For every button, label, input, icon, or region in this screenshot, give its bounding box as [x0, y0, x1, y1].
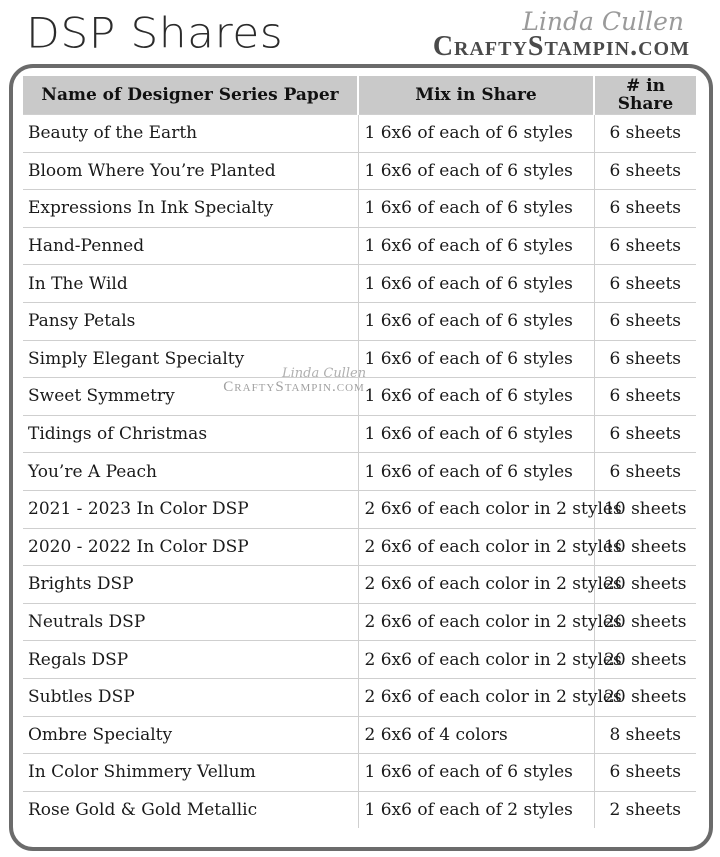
table-row	[23, 115, 696, 153]
cell-mix: 2 6x6 of each color in 2 styles	[358, 566, 594, 604]
watermark-script: Linda Cullen	[282, 366, 367, 381]
brand-site: CraftyStampin.com	[432, 31, 690, 62]
cell-sheets: 20 sheets	[594, 678, 696, 716]
cell-sheets: 6 sheets	[594, 152, 696, 190]
cell-mix: 1 6x6 of each of 2 styles	[358, 791, 594, 828]
cell-mix: 2 6x6 of each color in 2 styles	[358, 603, 594, 641]
cell-sheets: 6 sheets	[594, 340, 696, 378]
cell-sheets: 6 sheets	[594, 302, 696, 340]
brand-script: Linda Cullen	[522, 7, 684, 36]
cell-sheets: 10 sheets	[594, 528, 696, 566]
cell-mix: 1 6x6 of each of 6 styles	[358, 115, 594, 153]
watermark-site: CraftyStampin.com	[223, 379, 365, 395]
cell-sheets: 6 sheets	[594, 227, 696, 265]
table-row	[23, 678, 696, 716]
cell-mix: 1 6x6 of each of 6 styles	[358, 340, 594, 378]
cell-sheets: 6 sheets	[594, 115, 696, 153]
cell-name: You’re A Peach	[23, 453, 358, 491]
table-row	[23, 227, 696, 265]
cell-name: Tidings of Christmas	[23, 415, 358, 453]
table-row	[23, 566, 696, 604]
cell-name: In The Wild	[23, 265, 358, 303]
cell-mix: 2 6x6 of each color in 2 styles	[358, 641, 594, 679]
table-row	[23, 754, 696, 792]
cell-name: Bloom Where You’re Planted	[23, 152, 358, 190]
table-row	[23, 603, 696, 641]
table-row	[23, 490, 696, 528]
cell-name: Brights DSP	[23, 566, 358, 604]
cell-name: Subtles DSP	[23, 678, 358, 716]
cell-name: 2021 - 2023 In Color DSP	[23, 490, 358, 528]
cell-name: Ombre Specialty	[23, 716, 358, 754]
cell-name: Regals DSP	[23, 641, 358, 679]
cell-name: Sweet Symmetry	[23, 378, 358, 416]
cell-name: Pansy Petals	[23, 302, 358, 340]
cell-name: 2020 - 2022 In Color DSP	[23, 528, 358, 566]
page-title: DSP Shares	[26, 9, 284, 58]
cell-sheets: 6 sheets	[594, 754, 696, 792]
cell-name: Beauty of the Earth	[23, 115, 358, 153]
cell-mix: 1 6x6 of each of 6 styles	[358, 227, 594, 265]
cell-name: Rose Gold & Gold Metallic	[23, 791, 358, 828]
cell-mix: 1 6x6 of each of 6 styles	[358, 754, 594, 792]
column-header-name: Name of Designer Series Paper	[23, 76, 358, 115]
cell-sheets: 6 sheets	[594, 415, 696, 453]
cell-mix: 2 6x6 of each color in 2 styles	[358, 528, 594, 566]
table-row	[23, 716, 696, 754]
cell-name: Hand-Penned	[23, 227, 358, 265]
cell-mix: 2 6x6 of each color in 2 styles	[358, 490, 594, 528]
cell-name: Simply Elegant Specialty	[23, 340, 358, 378]
cell-mix: 1 6x6 of each of 6 styles	[358, 302, 594, 340]
cell-mix: 1 6x6 of each of 6 styles	[358, 453, 594, 491]
table-row	[23, 378, 696, 416]
cell-mix: 2 6x6 of 4 colors	[358, 716, 594, 754]
cell-sheets: 6 sheets	[594, 265, 696, 303]
table-row	[23, 415, 696, 453]
cell-mix: 1 6x6 of each of 6 styles	[358, 415, 594, 453]
table-row	[23, 190, 696, 228]
table-row	[23, 528, 696, 566]
table-row	[23, 265, 696, 303]
column-header-count: # in Share	[594, 76, 696, 115]
table-row	[23, 641, 696, 679]
cell-mix: 1 6x6 of each of 6 styles	[358, 190, 594, 228]
table-row	[23, 791, 696, 828]
column-header-mix: Mix in Share	[358, 76, 594, 115]
table-header-row	[23, 76, 696, 115]
cell-mix: 1 6x6 of each of 6 styles	[358, 378, 594, 416]
cell-sheets: 8 sheets	[594, 716, 696, 754]
cell-mix: 1 6x6 of each of 6 styles	[358, 152, 594, 190]
table-row	[23, 340, 696, 378]
dsp-shares-table	[23, 76, 696, 828]
cell-name: Neutrals DSP	[23, 603, 358, 641]
cell-name: Expressions In Ink Specialty	[23, 190, 358, 228]
cell-sheets: 20 sheets	[594, 603, 696, 641]
cell-sheets: 2 sheets	[594, 791, 696, 828]
cell-mix: 2 6x6 of each color in 2 styles	[358, 678, 594, 716]
cell-mix: 1 6x6 of each of 6 styles	[358, 265, 594, 303]
table-row	[23, 453, 696, 491]
table-row	[23, 152, 696, 190]
cell-sheets: 20 sheets	[594, 641, 696, 679]
cell-name: In Color Shimmery Vellum	[23, 754, 358, 792]
cell-sheets: 20 sheets	[594, 566, 696, 604]
cell-sheets: 10 sheets	[594, 490, 696, 528]
cell-sheets: 6 sheets	[594, 453, 696, 491]
cell-sheets: 6 sheets	[594, 378, 696, 416]
cell-sheets: 6 sheets	[594, 190, 696, 228]
table-row	[23, 302, 696, 340]
brand-logo	[432, 7, 690, 62]
